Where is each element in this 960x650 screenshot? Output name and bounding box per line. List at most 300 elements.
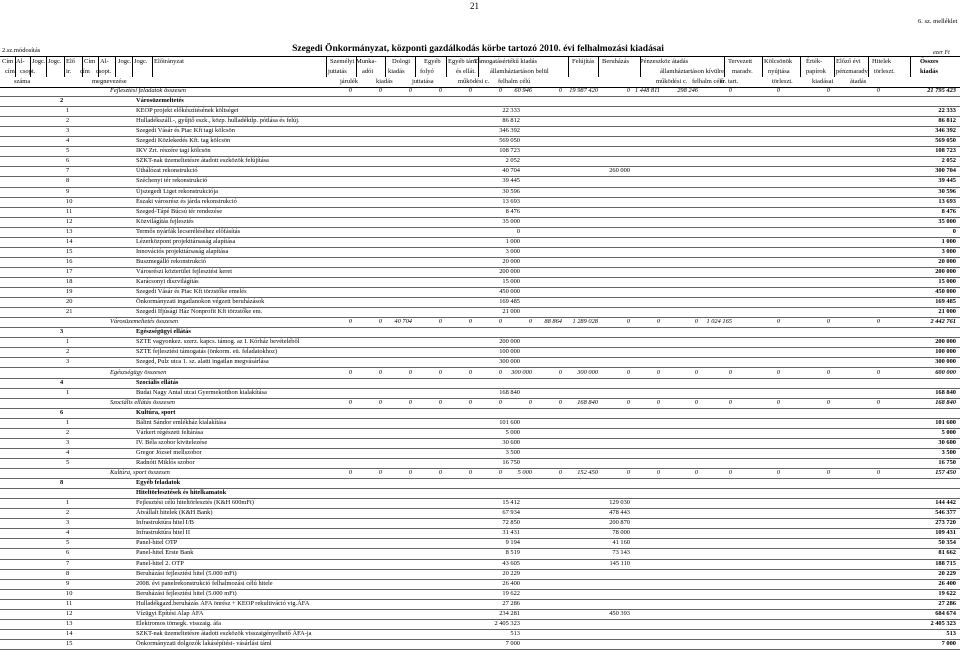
row-name: Átvállalt hitelek (K&H Bank): [136, 509, 213, 517]
header-cell: Felújítás: [572, 58, 595, 65]
row-value: 27 286: [502, 599, 520, 607]
header-cell: kiadás: [376, 78, 393, 85]
row-value: 20 229: [502, 569, 520, 577]
row-value: 200 000: [935, 267, 956, 275]
header-cell: Hitelek: [872, 58, 892, 65]
row-value: 0: [528, 398, 532, 406]
row-value: 2 405 323: [930, 619, 956, 627]
header-divider: [30, 57, 31, 77]
row-value: 27 286: [938, 599, 956, 607]
row-name: Szegedi Közlekedés Kft. tag kölcsön: [136, 137, 231, 145]
row-name: Várkert régészeti feltárása: [136, 428, 204, 436]
row-name: Városüzemeltetés összesen: [110, 318, 179, 326]
row-number: 9: [66, 579, 70, 587]
header-cell: ir.: [66, 68, 72, 75]
row-number: 3: [66, 519, 70, 527]
row-number: 13: [66, 619, 73, 627]
row-number: 1: [66, 418, 70, 426]
header-cell: juttatás: [328, 68, 347, 75]
header-cell: Jogc.: [32, 58, 46, 65]
row-value: 144 442: [935, 499, 956, 507]
row-value: 0: [378, 398, 382, 406]
row-value: 600 000: [935, 368, 956, 376]
row-value: 8 476: [941, 207, 956, 215]
row-number: 8: [66, 177, 70, 185]
header-divider: [446, 57, 447, 77]
row-value: 298 246: [677, 87, 698, 94]
header-cell: Egyéb: [424, 58, 441, 65]
header-divider: [834, 57, 835, 77]
row-value: 169 485: [935, 298, 956, 306]
row-value: 0: [438, 318, 442, 326]
row-value: 546 377: [935, 509, 956, 517]
header-cell: Előirányzat: [154, 58, 184, 65]
row-value: 73 143: [612, 549, 630, 557]
row-name: Kultúra, sport összesen: [110, 469, 170, 477]
row-value: 88 864: [544, 318, 562, 326]
row-value: 0: [728, 87, 732, 94]
row-value: 3 500: [941, 448, 956, 456]
header-divider: [15, 57, 16, 77]
row-value: 35 000: [502, 217, 520, 225]
row-value: 13 693: [938, 197, 956, 205]
row-value: 40 704: [502, 167, 520, 175]
row-number: 8: [66, 569, 70, 577]
header-cell: juttatása: [412, 78, 434, 85]
row-number: 11: [66, 207, 73, 215]
row-name: Infrastruktúra hitel II: [136, 529, 190, 537]
header-divider: [910, 57, 911, 77]
header-cell: Al-: [100, 58, 109, 65]
header-cell: felhalm célú: [692, 78, 725, 85]
row-name: Gregor József mellszobor: [136, 448, 202, 456]
row-value: 168 840: [935, 398, 956, 406]
row-name: Önkormányzati dolgozók lakásépítési- vásárlási táml: [136, 639, 272, 647]
row-value: 569 050: [935, 137, 956, 145]
row-name: Egészségügyi ellátás: [136, 328, 191, 336]
row-name: SZKT-nak üzemeltetésre átadott eszközök felújítása: [136, 157, 269, 165]
row-value: 346 392: [499, 127, 520, 135]
header-cell: működési c.: [656, 78, 688, 85]
row-value: 5 000: [517, 469, 532, 477]
row-name: Karácsonyi díszvilágítás: [136, 278, 199, 286]
row-value: 108 723: [499, 147, 520, 155]
row-value: 5 000: [941, 428, 956, 436]
row-value: 0: [468, 318, 472, 326]
header-divider: [415, 57, 416, 77]
row-value: 0: [656, 318, 660, 326]
row-number: 4: [66, 448, 70, 456]
row-value: 101 600: [499, 418, 520, 426]
row-name: Szegedi Ifjúsági Ház Nonprofit Kft törzstőke em.: [136, 308, 263, 316]
row-name: IV. Béla szobor kivitelezése: [136, 438, 208, 446]
row-number: 1: [66, 388, 70, 396]
row-number: 14: [66, 237, 73, 245]
header-divider: [326, 57, 327, 77]
row-value: 0: [348, 368, 352, 376]
row-value: 0: [626, 469, 630, 477]
row-number: 5: [66, 539, 70, 547]
row-name: Panel-hitel Erste Bank: [136, 549, 194, 557]
row-number: 1: [66, 107, 70, 115]
row-value: 2 442 761: [930, 318, 956, 326]
header-cell: törleszt.: [772, 78, 793, 85]
row-number: 9: [66, 187, 70, 195]
row-value: 300 704: [935, 167, 956, 175]
header-cell: kiadás: [920, 68, 939, 75]
row-value: 0: [776, 398, 780, 406]
row-name: Újszegedi Liget rekonstrukciója: [136, 187, 218, 195]
row-value: 43 605: [502, 559, 520, 567]
row-number: 1: [66, 338, 70, 346]
row-value: 0: [826, 469, 830, 477]
header-cell: adói: [362, 68, 374, 75]
row-name: SZTE fejlesztési támogatás (önkorm. eü. feladatokhoz): [136, 348, 278, 356]
unit-label: ezer Ft: [933, 50, 950, 56]
row-value: 200 000: [499, 338, 520, 346]
row-name: Panel-hitel OTP: [136, 539, 178, 547]
row-value: 200 870: [609, 519, 630, 527]
row-name: Szegedi Vásár és Piac Kft törzstőke emelés: [136, 288, 247, 296]
row-value: 0: [876, 398, 880, 406]
header-cell: Jogc.: [118, 58, 132, 65]
row-value: 30 596: [938, 187, 956, 195]
row-value: 108 723: [935, 147, 956, 155]
header-cell: Személyi: [330, 58, 355, 65]
row-value: 0: [694, 398, 698, 406]
row-name: Úthálózat rekonstrukció: [136, 167, 198, 175]
row-value: 1 024 165: [706, 318, 732, 326]
row-name: Radnóti Miklós szobor: [136, 458, 195, 466]
row-name: Önkormányzati ingatlanokon végzett beruházások: [136, 298, 265, 306]
row-name: IKV Zrt. részére tagi kölcsön: [136, 147, 211, 155]
header-cell: megnevezése: [92, 78, 127, 85]
row-value: 0: [558, 87, 562, 94]
row-number: 7: [66, 559, 70, 567]
row-name: Hiteltörlesztések és hitelkamatok: [136, 489, 227, 497]
row-number: 6: [60, 408, 64, 416]
row-value: 0: [378, 469, 382, 477]
row-number: 17: [66, 267, 73, 275]
row-value: 3 000: [941, 247, 956, 255]
row-value: 234 281: [499, 609, 520, 617]
row-value: 0: [468, 368, 472, 376]
row-value: 0: [408, 398, 412, 406]
row-name: Hulladékgazd.beruházás ÁFA önrész + KEOP rekultiváció vig.ÁFA: [136, 599, 310, 607]
row-value: 72 850: [502, 519, 520, 527]
row-value: 16 750: [938, 458, 956, 466]
row-value: 109 431: [935, 529, 956, 537]
header-cell: Cím: [84, 58, 96, 65]
row-value: 30 596: [502, 187, 520, 195]
row-value: 300 000: [511, 368, 532, 376]
header-cell: ér. tart.: [720, 78, 739, 85]
row-value: 5 000: [505, 428, 520, 436]
header-divider: [478, 57, 479, 77]
header-cell: Beruházás: [602, 58, 630, 65]
header-divider: [385, 57, 386, 77]
row-name: Bálint Sándor emlékház kialakítása: [136, 418, 227, 426]
row-value: 15 000: [502, 278, 520, 286]
header-cell: Pénzeszköz átadás: [640, 58, 689, 65]
row-value: 0: [876, 368, 880, 376]
row-number: 3: [66, 438, 70, 446]
row-value: 20 229: [938, 569, 956, 577]
row-value: 8 476: [505, 207, 520, 215]
row-value: 2 052: [505, 157, 520, 165]
row-value: 168 840: [499, 388, 520, 396]
header-cell: kiadásai: [812, 78, 834, 85]
row-value: 67 934: [502, 509, 520, 517]
header-cell: nyújtása: [768, 68, 790, 75]
row-value: 0: [558, 469, 562, 477]
row-number: 11: [66, 599, 73, 607]
row-name: Beruházási fejlesztési hitel (5.000 mFt): [136, 569, 237, 577]
header-cell: cím: [80, 68, 90, 75]
header-divider: [115, 57, 116, 77]
row-value: 20 000: [502, 257, 520, 265]
row-number: 7: [66, 167, 70, 175]
header-divider: [640, 57, 641, 77]
row-value: 0: [656, 368, 660, 376]
row-value: 101 600: [935, 418, 956, 426]
row-value: 1 000: [941, 237, 956, 245]
row-name: Szeged, Pulz utca 1. sz. alatti ingatlan megvásárlása: [136, 358, 269, 366]
row-value: 0: [558, 368, 562, 376]
row-value: 168 840: [935, 388, 956, 396]
header-cell: és ellát.: [456, 68, 476, 75]
row-value: 0: [348, 398, 352, 406]
row-value: 0: [656, 469, 660, 477]
row-number: 10: [66, 589, 73, 597]
row-number: 2: [66, 348, 70, 356]
row-value: 188 715: [935, 559, 956, 567]
row-value: 0: [826, 87, 830, 94]
row-value: 21 000: [938, 308, 956, 316]
row-value: 7 000: [505, 639, 520, 647]
row-value: 513: [946, 629, 956, 637]
row-value: 0: [408, 368, 412, 376]
row-value: 0: [498, 318, 502, 326]
header-divider: [568, 57, 569, 77]
row-value: 0: [728, 368, 732, 376]
row-value: 300 000: [577, 368, 598, 376]
row-number: 21: [66, 308, 73, 316]
row-name: Fejlesztési feladatok összesen: [110, 87, 186, 94]
header-cell: Elő: [66, 58, 76, 65]
row-value: 0: [656, 398, 660, 406]
header-cell: Előző évi: [836, 58, 861, 65]
row-name: Termős nyárfák lecseréléséhez előfásítás: [136, 227, 241, 235]
row-name: Lézerközpont projekttársaság alapítása: [136, 237, 236, 245]
row-number: 6: [66, 157, 70, 165]
row-value: 0: [558, 398, 562, 406]
header-cell: Dologi: [392, 58, 411, 65]
row-number: 10: [66, 197, 73, 205]
header-cell: járulék: [340, 78, 359, 85]
row-number: 15: [66, 247, 73, 255]
row-value: 1 289 028: [572, 318, 598, 326]
row-value: 8 519: [505, 549, 520, 557]
row-value: 22 333: [502, 107, 520, 115]
row-value: 31 431: [502, 529, 520, 537]
row-value: 0: [826, 368, 830, 376]
row-value: 19 622: [938, 589, 956, 597]
row-name: KEOP projekt előkészítésének költségei: [136, 107, 239, 115]
row-name: Infrastruktúra hitel I/B: [136, 519, 194, 527]
header-cell: törleszt.: [874, 68, 895, 75]
row-value: 13 693: [502, 197, 520, 205]
header-cell: működési c.: [458, 78, 490, 85]
row-number: 4: [60, 378, 64, 386]
row-value: 0: [438, 469, 442, 477]
row-value: 0: [776, 318, 780, 326]
annex-label: 6. sz. melléklet: [918, 18, 958, 25]
header-divider: [46, 57, 47, 77]
header-cell: Tervezett: [728, 58, 753, 65]
header-divider: [82, 57, 83, 77]
row-value: 0: [348, 469, 352, 477]
row-value: 2 052: [941, 157, 956, 165]
row-value: 81 662: [938, 549, 956, 557]
row-value: 0: [378, 368, 382, 376]
row-name: Elektromos tömegk. visszaig. áfa: [136, 619, 222, 627]
header-cell: papírok: [806, 68, 826, 75]
header-cell: csopt.: [96, 68, 112, 75]
row-name: Buszmegálló rekonstrukció: [136, 257, 207, 265]
row-value: 0: [438, 368, 442, 376]
row-value: 86 812: [938, 117, 956, 125]
row-value: 26 400: [502, 579, 520, 587]
row-value: 1 448 811: [634, 87, 660, 94]
row-value: 152 450: [577, 469, 598, 477]
row-value: 0: [876, 318, 880, 326]
row-value: 86 812: [502, 117, 520, 125]
row-value: 100 000: [499, 348, 520, 356]
row-value: 60 946: [514, 87, 532, 94]
header-cell: Egyéb tám.: [448, 58, 478, 65]
row-value: 35 000: [938, 217, 956, 225]
row-number: 16: [66, 257, 73, 265]
row-name: Szegedi Vásár és Piac Kft tagi kölcsön: [136, 127, 235, 135]
row-name: Innovációs projekttársaság alapítása: [136, 247, 229, 255]
row-number: 8: [60, 479, 64, 487]
row-name: Közvilágítás fejlesztés: [136, 217, 194, 225]
header-divider: [64, 57, 65, 77]
row-name: Szociális ellátás: [136, 378, 179, 386]
row-value: 0: [348, 318, 352, 326]
row-value: 22 333: [938, 107, 956, 115]
row-name: Kultúra, sport: [136, 408, 176, 416]
table-header: [0, 56, 960, 88]
row-value: 684 674: [935, 609, 956, 617]
header-cell: átadás: [850, 78, 867, 85]
modification-note: 2.sz.módosítás: [2, 47, 41, 54]
row-number: 2: [66, 428, 70, 436]
row-number: 4: [66, 137, 70, 145]
row-value: 3 000: [505, 247, 520, 255]
header-cell: pénzmaradv.: [836, 68, 869, 75]
header-divider: [762, 57, 763, 77]
row-value: 0: [626, 87, 630, 94]
row-value: 39 445: [938, 177, 956, 185]
row-value: 0: [626, 368, 630, 376]
row-number: 5: [66, 147, 70, 155]
row-value: 450 393: [609, 609, 630, 617]
row-number: 2: [60, 97, 64, 105]
row-value: 30 600: [938, 438, 956, 446]
row-name: Hulladékszáll.-, gyűjtő eszk., közp. hulladéktlp. pótlása és felúj.: [136, 117, 300, 125]
row-value: 15 000: [938, 278, 956, 286]
row-name: SZKT-nak üzemeltetésre átadott eszközök visszaigényelhető ÁFA-ja: [136, 629, 312, 637]
row-value: 41 160: [612, 539, 630, 547]
header-cell: Érték-: [806, 58, 823, 65]
row-value: 26 400: [938, 579, 956, 587]
row-name: Vízügyi Építési Alap ÁFA: [136, 609, 204, 617]
row-number: 3: [60, 328, 64, 336]
row-value: 0: [626, 318, 630, 326]
row-name: Beruházási fejlesztési hitel (5.000 mFt): [136, 589, 237, 597]
row-number: 20: [66, 298, 73, 306]
row-number: 15: [66, 639, 73, 647]
row-value: 129 030: [609, 499, 630, 507]
row-value: 0: [516, 227, 520, 235]
row-value: 21 795 423: [927, 87, 956, 94]
row-value: 0: [498, 398, 502, 406]
row-value: 0: [728, 469, 732, 477]
header-divider: [724, 57, 725, 77]
row-value: 169 485: [499, 298, 520, 306]
row-value: 16 750: [502, 458, 520, 466]
header-divider: [152, 57, 153, 77]
table-row: [0, 639, 960, 650]
row-value: 7 000: [941, 639, 956, 647]
row-value: 30 600: [502, 438, 520, 446]
row-value: 0: [468, 87, 472, 94]
row-name: Városüzemeltetés: [136, 97, 184, 105]
header-cell: Munka-: [356, 58, 377, 65]
row-value: 0: [876, 87, 880, 94]
row-value: 15 412: [502, 499, 520, 507]
header-cell: maradv.: [732, 68, 753, 75]
header-cell: csopt.: [20, 68, 36, 75]
row-value: 40 704: [394, 318, 412, 326]
header-cell: száma: [14, 78, 31, 85]
row-value: 0: [876, 469, 880, 477]
row-name: Budai Nagy Antal utcai Gyermekotthon kialakítása: [136, 388, 267, 396]
row-value: 0: [528, 318, 532, 326]
header-divider: [598, 57, 599, 77]
row-name: Északi városrész és járda rekonstrukció: [136, 197, 237, 205]
row-number: 6: [66, 549, 70, 557]
row-value: 450 000: [935, 288, 956, 296]
page-number: 21: [470, 1, 479, 11]
row-value: 21 000: [502, 308, 520, 316]
page-title: Szegedi Önkormányzat, központi gazdálkodás körbe tartozó 2010. évi felhalmozási kiadásai: [292, 44, 664, 54]
row-value: 450 000: [499, 288, 520, 296]
row-value: 300 000: [935, 358, 956, 366]
row-value: 273 720: [935, 519, 956, 527]
row-value: 0: [438, 398, 442, 406]
row-name: 2008. évi panelrekonstrukció felhalmozási célú hitele: [136, 579, 273, 587]
row-value: 1 000: [505, 237, 520, 245]
header-cell: kiadás: [388, 68, 405, 75]
header-cell: Támogatásértékű kiadás: [474, 58, 537, 65]
row-value: 260 000: [609, 167, 630, 175]
row-number: 3: [66, 127, 70, 135]
header-cell: Jogc.: [48, 58, 62, 65]
header-cell: Jogc.: [134, 58, 148, 65]
